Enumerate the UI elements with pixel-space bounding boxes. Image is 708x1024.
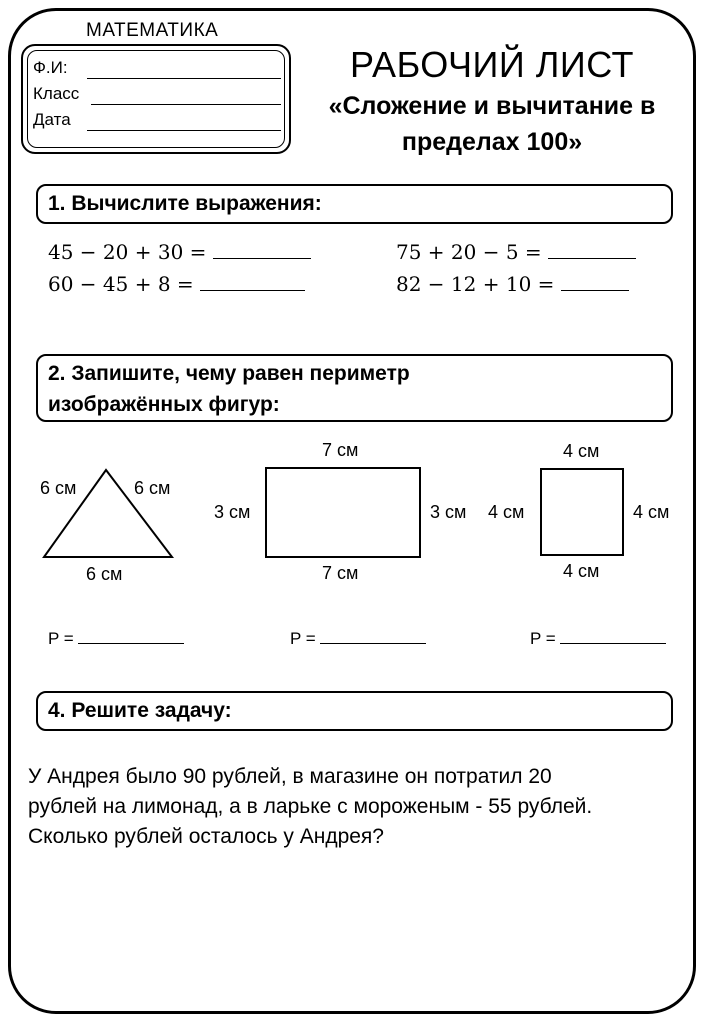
rectangle-top-label: 7 см — [322, 440, 359, 460]
section4-heading-box — [36, 691, 673, 731]
date-field-label: Дата — [33, 110, 71, 129]
expression-3-text: 60 − 45 + 8 = — [48, 272, 194, 296]
square-right-label: 4 см — [633, 502, 670, 522]
word-problem-line-2: рублей на лимонад, а в ларьке с мороженым - 55 рублей. — [28, 795, 593, 818]
section2-heading-line-2: изображённых фигур: — [48, 393, 280, 416]
rectangle-perimeter-answer-line[interactable] — [320, 627, 426, 644]
triangle-perimeter-answer-line[interactable] — [78, 627, 184, 644]
word-problem-line-1: У Андрея было 90 рублей, в магазине он потратил 20 — [28, 765, 552, 788]
expression-2-text: 75 + 20 − 5 = — [396, 240, 542, 264]
section4-heading: 4. Решите задачу: — [48, 699, 232, 722]
rectangle-right-label: 3 см — [430, 502, 467, 522]
square-top-label: 4 см — [563, 441, 600, 461]
square-shape — [541, 469, 623, 555]
class-field-label: Класс — [33, 84, 80, 103]
word-problem-line-3: Сколько рублей осталось у Андрея? — [28, 825, 384, 848]
expression-4-text: 82 − 12 + 10 = — [396, 272, 555, 296]
rectangle-bottom-label: 7 см — [322, 563, 359, 583]
square-perimeter — [530, 627, 666, 649]
rectangle-left-label: 3 см — [214, 502, 251, 522]
triangle-perimeter — [48, 627, 184, 649]
rectangle-shape — [266, 468, 420, 557]
rectangle-perimeter — [290, 627, 426, 649]
square-bottom-label: 4 см — [563, 561, 600, 581]
subtitle-line-1: «Сложение и вычитание в — [328, 92, 656, 120]
square-left-label: 4 см — [488, 502, 525, 522]
name-field-label: Ф.И: — [33, 58, 68, 77]
triangle-bottom-label: 6 см — [86, 564, 123, 584]
subtitle-line-2: пределах 100» — [401, 128, 583, 156]
triangle-left-label: 6 см — [40, 478, 77, 498]
section2-heading-line-1: 2. Запишите, чему равен периметр — [48, 362, 410, 385]
worksheet-title: РАБОЧИЙ ЛИСТ — [349, 44, 635, 85]
section1-heading: 1. Вычислите выражения: — [48, 192, 322, 215]
expression-1-text: 45 − 20 + 30 = — [48, 240, 207, 264]
word-problem — [28, 762, 688, 852]
square-perimeter-label: P = — [530, 629, 556, 648]
subject-label: МАТЕМАТИКА — [86, 20, 219, 41]
triangle-perimeter-label: P = — [48, 629, 74, 648]
square-perimeter-answer-line[interactable] — [560, 627, 666, 644]
triangle-right-label: 6 см — [134, 478, 171, 498]
rectangle-perimeter-label: P = — [290, 629, 316, 648]
